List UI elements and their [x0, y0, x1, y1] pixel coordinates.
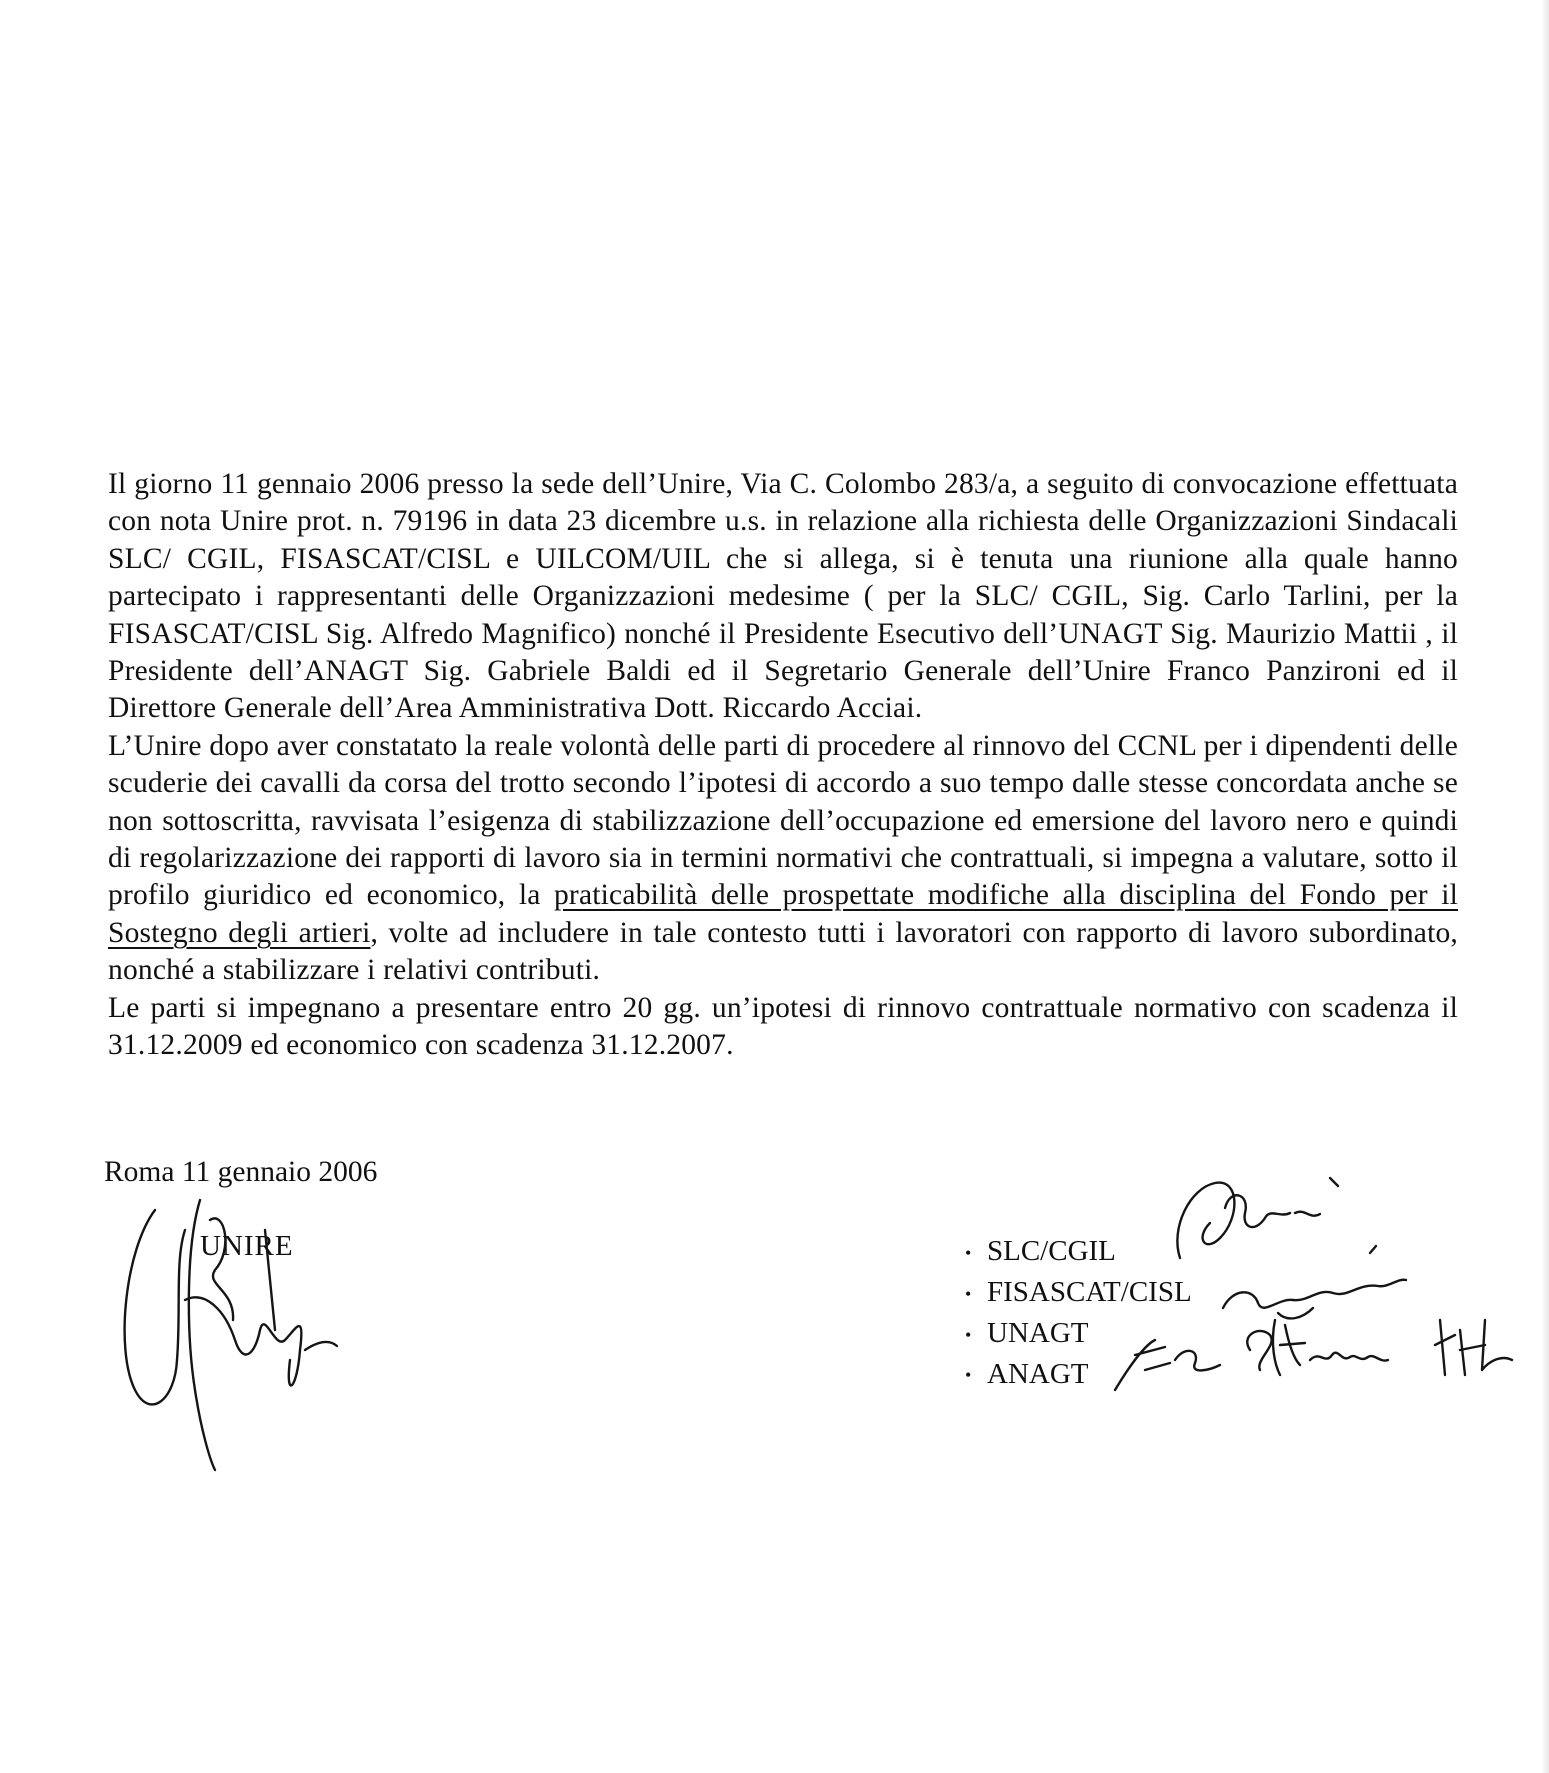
paragraph-meeting — [108, 466, 1458, 728]
paragraph-commitment-unire — [108, 728, 1458, 990]
slc-cgil-handwritten-signature — [1170, 1168, 1400, 1278]
paragraph-text: Il giorno 11 gennaio 2006 presso la sede dell’Unire, Via C. Colombo 283/a, a seguito di convocazione effettuata con nota Unire prot. n. 79196 in data 23 dicembre u.s. in relazione alla richiesta delle Organizzazioni Sindacali SLC/ CGIL, FISASCAT/CISL e UILCOM/UIL che si allega, si è tenuta una riunione alla quale hanno partecipato i rappresentanti delle Organizzazioni medesime ( per la SLC/ CGIL, Sig. Carlo Tarlini, per la FISASCAT/CISL Sig. Alfredo Magnifico) nonché il Presidente Esecutivo dell’UNAGT Sig. Maurizio Mattii , il Presidente dell’ANAGT Sig. Gabriele Baldi ed il Segretario Generale dell’Unire Franco Panzironi ed il Direttore Generale dell’Area Amministrativa Dott. Riccardo Acciai. — [108, 468, 1458, 725]
paragraph-text: Le parti si impegnano a presentare entro 20 gg. un’ipotesi di rinnovo contrattuale normativo con scadenza il 31.12.2009 ed economico con scadenza 31.12.2007. — [108, 991, 1458, 1062]
place-date: Roma 11 gennaio 2006 — [104, 1156, 378, 1188]
signatory-anagt: • ANAGT — [965, 1355, 1192, 1396]
signatory-slc-cgil: • SLC/CGIL — [965, 1232, 1192, 1273]
signatory-fisascat-cisl: • FISASCAT/CISL — [965, 1273, 1192, 1314]
unire-signature-label: UNIRE — [200, 1230, 294, 1262]
paragraph-text: L’Unire dopo aver constatato la reale volontà delle parti di procedere al rinnovo del CCNL per i dipendenti delle scuderie dei cavalli da corsa del trotto secondo l’ipotesi di accordo a suo tempo dalle stesse concordata anche se non sottoscritta, ravvisata l’esigenza di stabilizzazione dell’occupazione ed emersione del lavoro nero e quindi di regolarizzazione dei rapporti di lavoro sia in termini normativi che contrattuali, si impegna a valutare, sotto il profilo giuridico ed economico, la — [108, 729, 1458, 912]
document-body — [108, 466, 1458, 1065]
signatory-unagt: • UNAGT — [965, 1314, 1192, 1355]
unire-handwritten-signature — [115, 1190, 345, 1480]
underlined-phrase: praticabilità delle prospettate modifiche alla disciplina del Fondo per il Sostegno degli artieri — [108, 879, 1458, 949]
scan-page-edge — [1541, 0, 1549, 1773]
unagt-anagt-handwritten-signature — [1110, 1305, 1549, 1395]
paragraph-commitment-parties — [108, 990, 1458, 1065]
paragraph-text: , volte ad includere in tale contesto tutti i lavoratori con rapporto di lavoro subordinato, nonché a stabilizzare i relativi contributi. — [108, 916, 1458, 987]
